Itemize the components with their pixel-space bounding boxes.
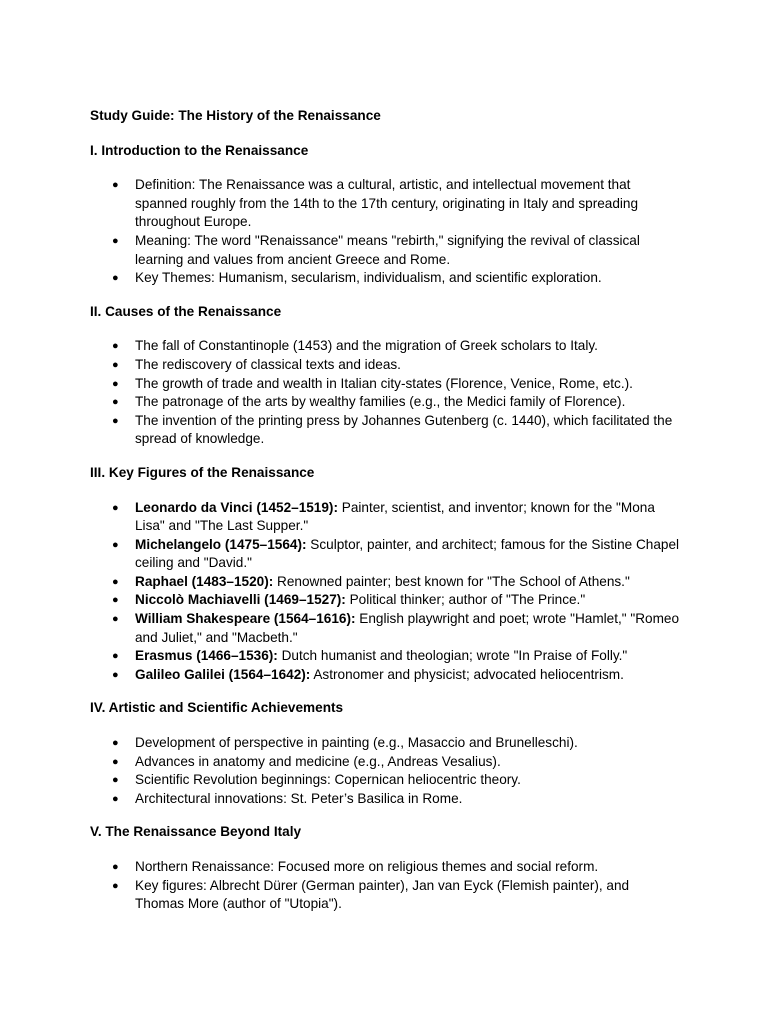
bullet-list	[90, 176, 680, 288]
list-item	[90, 858, 680, 877]
bullet-icon: ●	[112, 234, 119, 247]
list-item-text: The fall of Constantinople (1453) and the migration of Greek scholars to Italy.	[135, 338, 598, 354]
list-item	[90, 753, 680, 772]
list-item-text: Sculptor, painter, and architect; famous for the Sistine Chapel ceiling and "David."	[135, 536, 680, 571]
list-item	[90, 610, 680, 647]
list-item-text: The growth of trade and wealth in Italian city-states (Florence, Venice, Rome, etc.).	[135, 375, 633, 391]
bullet-icon: ●	[112, 501, 119, 514]
section-heading: IV. Artistic and Scientific Achievements	[90, 700, 344, 716]
list-item-text: Definition: The Renaissance was a cultural, artistic, and intellectual movement that spanned roughly from the 14th to the 17th century, originating in Italy and spreading throughout Europe.	[135, 177, 639, 230]
bullet-icon: ●	[112, 179, 119, 192]
list-item-text: Advances in anatomy and medicine (e.g., Andreas Vesalius).	[135, 753, 501, 769]
list-item	[90, 771, 680, 790]
bullet-icon: ●	[112, 755, 119, 768]
bullet-icon: ●	[112, 668, 119, 681]
bullet-icon: ●	[112, 737, 119, 750]
list-item	[90, 591, 680, 610]
bullet-icon: ●	[112, 650, 119, 663]
section-heading: V. The Renaissance Beyond Italy	[90, 824, 302, 840]
list-item	[90, 666, 680, 685]
list-item-text: Painter, scientist, and inventor; known for the "Mona Lisa" and "The Last Supper."	[135, 499, 655, 534]
document-title: Study Guide: The History of the Renaissance	[90, 108, 381, 123]
list-item	[90, 375, 680, 394]
section-heading: I. Introduction to the Renaissance	[90, 142, 309, 158]
list-item-text: Key Themes: Humanism, secularism, individualism, and scientific exploration.	[135, 270, 602, 286]
study-guide-document	[90, 107, 680, 929]
bullet-icon: ●	[112, 613, 119, 626]
bullet-icon: ●	[112, 377, 119, 390]
figure-name: Erasmus (1466–1536):	[135, 648, 278, 664]
bullet-icon: ●	[112, 396, 119, 409]
section-heading: II. Causes of the Renaissance	[90, 303, 282, 319]
figure-name: Niccolò Machiavelli (1469–1527):	[135, 592, 346, 608]
bullet-icon: ●	[112, 594, 119, 607]
bullet-icon: ●	[112, 879, 119, 892]
list-item	[90, 393, 680, 412]
list-item	[90, 734, 680, 753]
list-item-text: Scientific Revolution beginnings: Copernican heliocentric theory.	[135, 772, 521, 788]
list-item	[90, 232, 680, 269]
bullet-icon: ●	[112, 792, 119, 805]
list-item	[90, 790, 680, 809]
bullet-icon: ●	[112, 774, 119, 787]
list-item-text: The patronage of the arts by wealthy families (e.g., the Medici family of Florence).	[135, 394, 626, 410]
list-item	[90, 269, 680, 288]
bullet-icon: ●	[112, 538, 119, 551]
list-item-text: Astronomer and physicist; advocated heliocentrism.	[310, 666, 624, 682]
list-item-text: Political thinker; author of "The Prince."	[345, 592, 586, 608]
section-heading: III. Key Figures of the Renaissance	[90, 464, 315, 480]
bullet-list	[90, 499, 680, 685]
bullet-icon: ●	[112, 272, 119, 285]
list-item	[90, 176, 680, 232]
figure-name: William Shakespeare (1564–1616):	[135, 611, 356, 627]
bullet-icon: ●	[112, 414, 119, 427]
bullet-list	[90, 858, 680, 914]
list-item	[90, 337, 680, 356]
list-item	[90, 412, 680, 449]
list-item	[90, 573, 680, 592]
list-item	[90, 499, 680, 536]
figure-name: Raphael (1483–1520):	[135, 573, 274, 589]
list-item	[90, 647, 680, 666]
bullet-list	[90, 734, 680, 808]
list-item-text: Meaning: The word "Renaissance" means "rebirth," signifying the revival of classical learning and values from ancient Greece and Rome.	[135, 232, 640, 267]
list-item-text: Northern Renaissance: Focused more on religious themes and social reform.	[135, 859, 599, 874]
list-item-text: English playwright and poet; wrote "Hamlet," "Romeo and Juliet," and "Macbeth."	[135, 611, 680, 645]
figure-name: Michelangelo (1475–1564):	[135, 536, 307, 552]
figure-name: Galileo Galilei (1564–1642):	[135, 666, 311, 682]
list-item	[90, 356, 680, 375]
bullet-icon: ●	[112, 340, 119, 353]
list-item-text: The rediscovery of classical texts and ideas.	[135, 356, 401, 372]
list-item-text: The invention of the printing press by Johannes Gutenberg (c. 1440), which facilitated the spread of knowledge.	[135, 412, 673, 447]
list-item	[90, 877, 680, 914]
list-item-text: Key figures: Albrecht Dürer (German painter), Jan van Eyck (Flemish painter), and Thomas More (author of "Utopia").	[135, 877, 630, 912]
list-item	[90, 536, 680, 573]
list-item-text: Architectural innovations: St. Peter’s Basilica in Rome.	[135, 790, 463, 806]
list-item-text: Renowned painter; best known for "The School of Athens."	[273, 573, 630, 589]
figure-name: Leonardo da Vinci (1452–1519):	[135, 499, 338, 515]
list-item-text: Development of perspective in painting (e.g., Masaccio and Brunelleschi).	[135, 735, 578, 751]
sections-container	[90, 142, 680, 914]
list-item-text: Dutch humanist and theologian; wrote "In Praise of Folly."	[277, 648, 628, 664]
bullet-icon: ●	[112, 861, 119, 873]
bullet-icon: ●	[112, 358, 119, 371]
bullet-icon: ●	[112, 575, 119, 588]
bullet-list	[90, 337, 680, 449]
